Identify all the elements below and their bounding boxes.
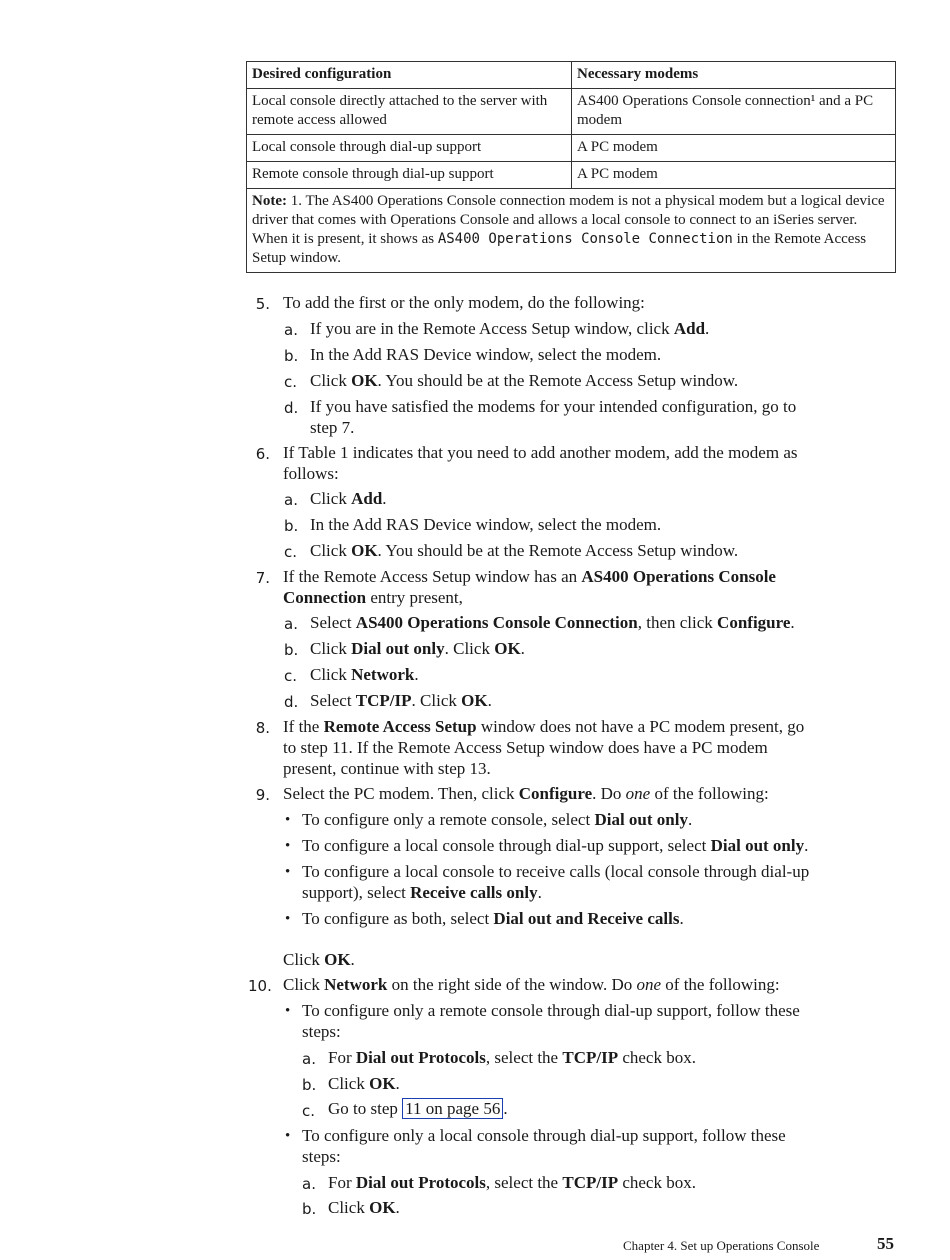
substep-text: In the Add RAS Device window, select the modem. [310,515,662,534]
step-text: Select the PC modem. Then, click Configure. Do one of the following: [283,784,769,803]
substep-text: Go to step 11 on page 56 . [328,1099,508,1118]
step-text: Connection entry present, [283,588,463,607]
step-text: If the Remote Access Setup window does not have a PC modem present, go [283,717,805,736]
table-header: Desired configuration [247,62,572,89]
substep-text: For Dial out Protocols, select the TCP/IP check box. [328,1173,696,1192]
bullet-text: To configure a local console to receive calls (local console through dial-up [302,862,810,881]
bullet: • [285,1128,291,1144]
table-header-row [247,62,896,89]
bullet-text: To configure only a local console through dial-up support, follow these [302,1126,786,1145]
click-ok-text: Click OK. [283,950,355,969]
substep-text: If you have satisfied the modems for your intended configuration, go to [310,397,797,416]
step-number: 7. [255,569,270,587]
bullet-text: To configure a local console through dial-up support, select Dial out only. [302,836,809,855]
substep-text: Click Add. [310,489,387,508]
table-row [247,135,896,162]
substep-text: Click OK. You should be at the Remote Access Setup window. [310,371,739,390]
table-cell: A PC modem [572,135,896,162]
substep-letter: b. [284,347,299,365]
step-text: If Table 1 indicates that you need to add another modem, add the modem as [283,443,798,462]
substep-letter: d. [284,693,299,711]
substep-text: If you are in the Remote Access Setup window, click Add. [310,319,710,338]
substep-text: Select AS400 Operations Console Connection, then click Configure. [310,613,795,632]
bullet: • [285,911,291,927]
note-label: Note: [252,193,287,209]
substep-letter: a. [284,321,298,339]
note-code: AS400 Operations Console Connection [437,231,733,247]
step-number: 10. [248,977,272,995]
substep-letter: b. [284,641,299,659]
substep-letter: c. [284,543,298,561]
substep-letter: b. [302,1200,317,1218]
step-number: 8. [255,719,270,737]
table-row [247,89,896,135]
substep-letter: a. [302,1175,316,1193]
substep-text: Click Network. [310,665,419,684]
note-text: in the Remote Access Setup window. [252,231,867,266]
step-text: Click Network on the right side of the window. Do one of the following: [283,975,780,994]
substep-letter: c. [302,1102,316,1120]
modem-config-table [246,61,896,273]
bullet-text: steps: [302,1147,341,1166]
bullet-text: support), select Receive calls only. [302,883,542,902]
substep-letter: b. [302,1076,317,1094]
step-number: 5. [255,295,270,313]
step-11-link[interactable]: 11 on page 56 [402,1098,503,1119]
substep-text: step 7. [310,418,355,437]
substep-letter: a. [284,491,298,509]
substep-text: Click OK. [328,1198,400,1217]
table-cell: Remote console through dial-up support [247,162,572,189]
table-cell: AS400 Operations Console connection¹ and a PC modem [572,89,896,135]
bullet: • [285,838,291,854]
substep-text: Click OK. [328,1074,400,1093]
substep-text: In the Add RAS Device window, select the modem. [310,345,662,364]
table-header: Necessary modems [572,62,896,89]
bullet-text: To configure as both, select Dial out and Receive calls. [302,909,684,928]
substep-text: Click Dial out only. Click OK. [310,639,525,658]
table-note-row [247,189,896,273]
substep-text: Click OK. You should be at the Remote Access Setup window. [310,541,739,560]
step-number: 9. [255,786,270,804]
substep-letter: a. [302,1050,316,1068]
substep-letter: b. [284,517,299,535]
substep-letter: a. [284,615,298,633]
note-text: 1. The AS400 Operations Console connection modem is not a physical modem but a logical device driver that comes with Operations Console and allows a local console to connect to an iSeries server. When it is present, it shows as [252,193,885,247]
substep-text: Select TCP/IP. Click OK. [310,691,492,710]
substep-letter: d. [284,399,299,417]
substep-letter: c. [284,373,298,391]
table-cell: Local console directly attached to the server with remote access allowed [247,89,572,135]
step-text: present, continue with step 13. [283,759,491,778]
table-note [247,189,896,273]
table-row [247,162,896,189]
page-number: 55 [877,1234,894,1253]
table-cell: Local console through dial-up support [247,135,572,162]
substep-letter: c. [284,667,298,685]
footer-chapter: Chapter 4. Set up Operations Console [623,1238,820,1253]
step-text: follows: [283,464,339,483]
step-text: To add the first or the only modem, do the following: [283,293,645,312]
substep-text: For Dial out Protocols, select the TCP/IP check box. [328,1048,696,1067]
bullet: • [285,864,291,880]
bullet-text: steps: [302,1022,341,1041]
step-number: 6. [255,445,270,463]
bullet-text: To configure only a remote console, select Dial out only. [302,810,693,829]
bullet: • [285,812,291,828]
step-text: If the Remote Access Setup window has an AS400 Operations Console [283,567,776,586]
bullet-text: To configure only a remote console through dial-up support, follow these [302,1001,800,1020]
table-cell: A PC modem [572,162,896,189]
step-text: to step 11. If the Remote Access Setup window does have a PC modem [283,738,768,757]
bullet: • [285,1003,291,1019]
